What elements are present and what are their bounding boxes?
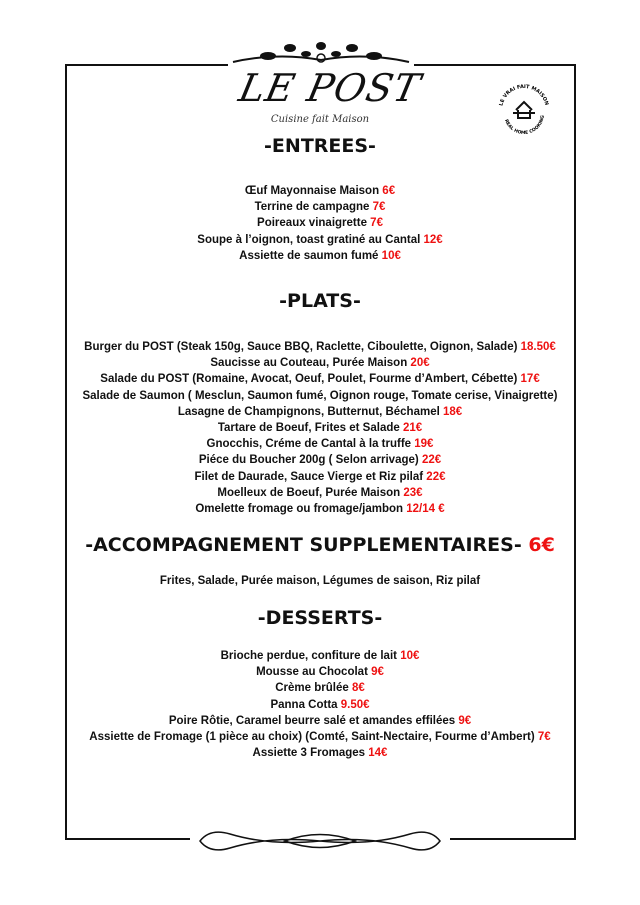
menu-item-price: 21€ [402, 422, 423, 435]
menu-item-price: 18€ [443, 405, 463, 418]
menu-item-price: 7€ [372, 201, 386, 214]
menu-item [0, 436, 640, 452]
floral-ornament-icon [228, 38, 414, 68]
menu-item [0, 745, 640, 761]
desserts-list [0, 648, 640, 761]
accompagnement-title [0, 533, 640, 557]
menu-item-name: Assiette de Fromage (1 pièce au choix) (Comté, Saint-Nectaire, Fourme d’Ambert) [89, 731, 535, 744]
menu-item-price: 14€ [368, 747, 388, 760]
menu-item-price: 10€ [400, 650, 420, 662]
menu-item [0, 355, 640, 371]
menu-item-name: Filet de Daurade, Sauce Vierge et Riz pilaf [194, 470, 424, 483]
entrees-title: -ENTREES- [264, 135, 376, 157]
menu-item-name: Terrine de campagne [254, 201, 370, 214]
tagline: Cuisine fait Maison [270, 114, 370, 125]
menu-item [0, 452, 640, 468]
menu-item [0, 648, 640, 664]
menu-item-price: 18.50€ [520, 341, 556, 353]
menu-item-name: Omelette fromage ou fromage/jambon [195, 503, 404, 516]
menu-item-price: 20€ [410, 357, 430, 370]
plats-title: -PLATS- [279, 290, 361, 312]
menu-item-price: 19€ [414, 438, 434, 451]
menu-item-name: Salade de Saumon ( Mesclun, Saumon fumé, Oignon rouge, Tomate cerise, Vinaigrette) [82, 389, 558, 402]
menu-item-price: 22€ [421, 454, 442, 467]
menu-item [0, 697, 640, 713]
menu-item-name: Assiette de saumon fumé [239, 249, 379, 262]
menu-item [0, 729, 640, 745]
menu-item [0, 339, 640, 355]
menu-item-name: Burger du POST (Steak 150g, Sauce BBQ, Raclette, Ciboulette, Oignon, Salade) [84, 341, 518, 353]
accompagnement-price: 6€ [528, 534, 555, 556]
badge-top-text: LE VRAI FAIT MAISON [498, 83, 550, 107]
menu-item [0, 664, 640, 680]
menu-item [0, 420, 640, 436]
menu-item [0, 388, 640, 404]
menu-item [0, 501, 640, 517]
menu-item-price: 17€ [520, 373, 540, 386]
logo: LE POST [235, 66, 425, 110]
menu-item-price: 8€ [351, 682, 365, 695]
entrees-list [0, 183, 640, 264]
menu-item-price: 9.50€ [340, 698, 370, 711]
menu-item [0, 485, 640, 501]
menu-item [0, 404, 640, 420]
menu-item-price: 9€ [458, 714, 472, 727]
plats-list [0, 339, 640, 517]
menu-item-name: Piéce du Boucher 200g ( Selon arrivage) [198, 454, 419, 467]
menu-item [0, 199, 640, 215]
menu-item-name: Poire Rôtie, Caramel beurre salé et amandes effilées [168, 714, 456, 727]
menu-item [0, 232, 640, 248]
menu-item-name: Salade du POST (Romaine, Avocat, Oeuf, Poulet, Fourme d’Ambert, Cébette) [100, 373, 518, 386]
menu-item-name: Assiette 3 Fromages [252, 747, 366, 760]
menu-item-name: Soupe à l’oignon, toast gratiné au Cantal [197, 233, 421, 246]
menu-item-name: Crème brûlée [275, 682, 349, 695]
menu-item-price: 10€ [381, 249, 401, 262]
scroll-ornament-icon [190, 824, 450, 858]
menu-item-price: 7€ [537, 731, 551, 744]
badge-bottom-text: REAL HOME COOKING [502, 114, 547, 137]
menu-item-price: 12/14 € [406, 503, 445, 516]
menu-item-price: 22€ [426, 470, 446, 483]
fait-maison-badge-icon [496, 82, 552, 138]
menu-item-name: Tartare de Boeuf, Frites et Salade [217, 422, 400, 435]
menu-item [0, 371, 640, 387]
menu-item [0, 248, 640, 264]
desserts-title: -DESSERTS- [257, 607, 383, 629]
menu-item [0, 183, 640, 199]
menu-item [0, 469, 640, 485]
menu-item-name: Mousse au Chocolat [256, 666, 368, 679]
menu-item-price: 6€ [382, 185, 396, 197]
menu-item-price: 7€ [370, 217, 383, 230]
menu-item-name: Saucisse au Couteau, Purée Maison [210, 357, 408, 370]
accompagnement-items: Frites, Salade, Purée maison, Légumes de saison, Riz pilaf [159, 575, 481, 587]
menu-item-name: Moelleux de Boeuf, Purée Maison [217, 486, 401, 499]
menu-item-name: Lasagne de Champignons, Butternut, Béchamel [177, 405, 440, 418]
menu-item-price: 9€ [371, 666, 384, 679]
menu-item [0, 215, 640, 231]
menu-item-name: Panna Cotta [270, 698, 338, 711]
menu-item-name: Brioche perdue, confiture de lait [220, 650, 397, 662]
menu-item-name: Œuf Mayonnaise Maison [244, 185, 380, 197]
menu-item-price: 12€ [423, 233, 443, 246]
menu-item [0, 680, 640, 696]
menu-item-name: Poireaux vinaigrette [257, 217, 367, 230]
menu-item-price: 23€ [403, 486, 423, 499]
menu-item-name: Gnocchis, Créme de Cantal à la truffe [206, 438, 412, 451]
accompagnement-title-text: -ACCOMPAGNEMENT SUPPLEMENTAIRES- [85, 534, 522, 556]
menu-item [0, 713, 640, 729]
